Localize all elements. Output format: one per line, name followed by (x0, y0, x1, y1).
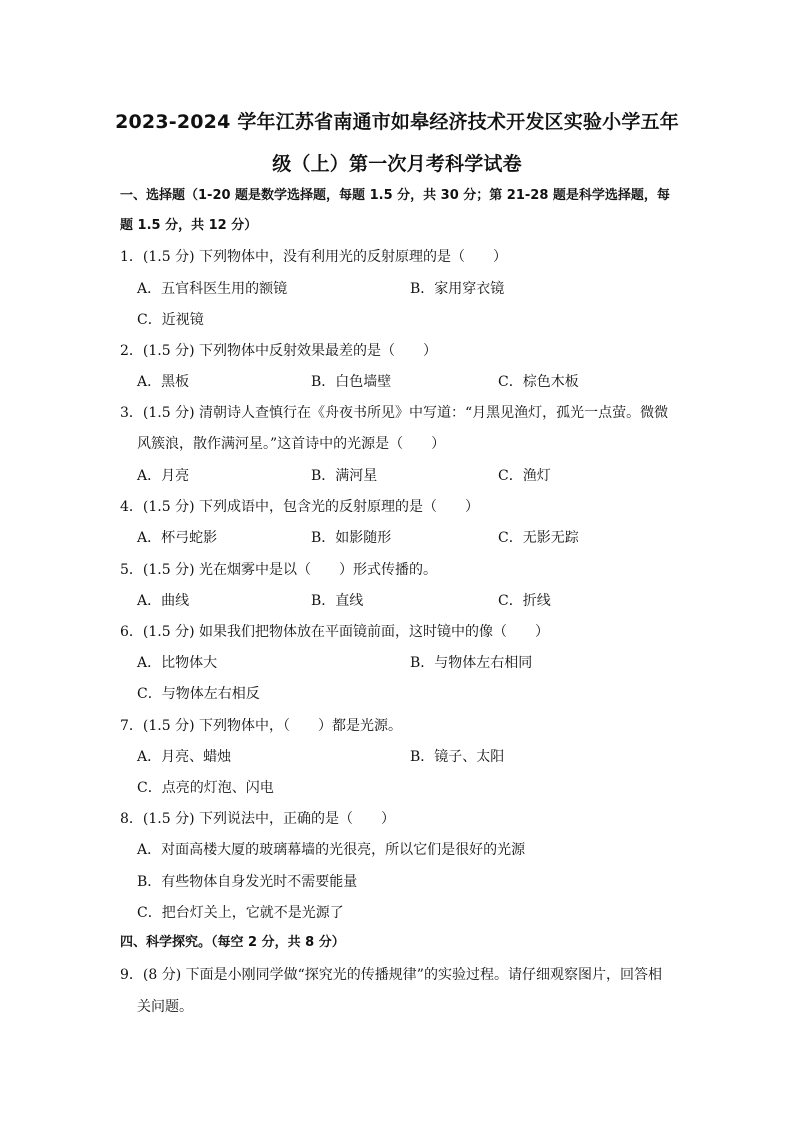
question-7-stem: 7．(1.5 分) 下列物体中，（ ）都是光源。 (120, 718, 402, 734)
question-1-option-c: C．近视镜 (137, 312, 204, 328)
question-8-option-a: A．对面高楼大厦的玻璃幕墙的光很亮，所以它们是很好的光源 (137, 842, 526, 858)
question-6-stem: 6．(1.5 分) 如果我们把物体放在平面镜前面，这时镜中的像（ ） (120, 624, 549, 640)
question-1-option-a: A．五官科医生用的额镜 (137, 281, 288, 297)
question-3-stem-line-1: 3．(1.5 分) 清朝诗人查慎行在《舟夜书所见》中写道：“月黑见渔灯，孤光一点萤。微微 (120, 405, 669, 421)
question-8-stem: 8．(1.5 分) 下列说法中，正确的是（ ） (120, 811, 395, 827)
question-6-option-a: A．比物体大 (137, 655, 218, 671)
question-3-stem-line-2: 风簇浪，散作满河星。”这首诗中的光源是（ ） (137, 436, 446, 452)
question-5-option-b: B．直线 (311, 593, 364, 609)
question-9-stem-line-2: 关问题。 (137, 999, 193, 1015)
question-5-option-c: C．折线 (498, 593, 551, 609)
section-1-heading (120, 181, 680, 241)
question-3-option-a: A．月亮 (137, 468, 190, 484)
question-1-option-b: B．家用穿衣镜 (410, 281, 505, 297)
question-8-option-c: C．把台灯关上，它就不是光源了 (137, 905, 344, 921)
question-6-option-b: B．与物体左右相同 (410, 655, 533, 671)
exam-title-line-1: 2023-2024 学年江苏省南通市如皋经济技术开发区实验小学五年 (115, 111, 679, 133)
exam-title-line-2: 级（上）第一次月考科学试卷 (272, 153, 522, 175)
question-9-stem-line-1: 9．(8 分) 下面是小刚同学做“探究光的传播规律”的实验过程。请仔细观察图片，回答相 (120, 967, 662, 983)
question-1-stem: 1．(1.5 分) 下列物体中，没有利用光的反射原理的是（ ） (120, 249, 507, 265)
section-4-heading: 四、科学探究。（每空 2 分，共 8 分） (120, 935, 345, 950)
question-2-option-b: B．白色墙壁 (311, 374, 392, 390)
question-2-stem: 2．(1.5 分) 下列物体中反射效果最差的是（ ） (120, 343, 437, 359)
question-3-option-c: C．渔灯 (498, 468, 551, 484)
section-1-heading-line-2: 题 1.5 分，共 12 分） (120, 218, 258, 233)
question-2-option-a: A．黑板 (137, 374, 190, 390)
question-7-option-a: A．月亮、蜡烛 (137, 749, 232, 765)
question-7-option-b: B．镜子、太阳 (410, 749, 505, 765)
question-4-option-b: B．如影随形 (311, 530, 392, 546)
question-5-option-a: A．曲线 (137, 593, 190, 609)
question-6-option-c: C．与物体左右相反 (137, 686, 260, 702)
question-7-option-c: C．点亮的灯泡、闪电 (137, 780, 274, 796)
question-4-option-c: C．无影无踪 (498, 530, 579, 546)
question-3-option-b: B．满河星 (311, 468, 378, 484)
question-5-stem: 5．(1.5 分) 光在烟雾中是以（ ）形式传播的。 (120, 562, 437, 578)
question-2-option-c: C．棕色木板 (498, 374, 579, 390)
question-4-stem: 4．(1.5 分) 下列成语中，包含光的反射原理的是（ ） (120, 499, 479, 515)
section-1-heading-line-1: 一、选择题（1-20 题是数学选择题，每题 1.5 分，共 30 分；第 21-28 题是科学选择题，每 (120, 188, 670, 203)
question-8-option-b: B．有些物体自身发光时不需要能量 (137, 874, 358, 890)
question-4-option-a: A．杯弓蛇影 (137, 530, 218, 546)
